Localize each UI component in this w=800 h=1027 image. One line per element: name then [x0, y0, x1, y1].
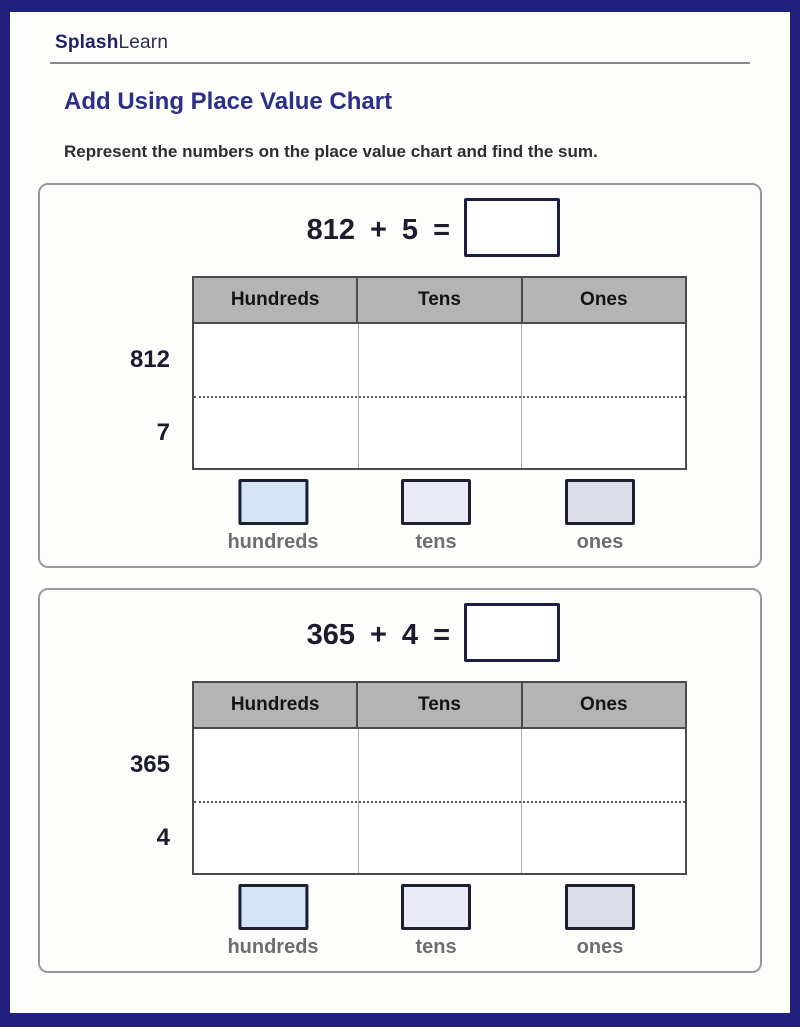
row-label-addend-a: 812	[129, 346, 170, 373]
legend-label-hundreds: hundreds	[227, 936, 319, 958]
ones-swatch	[565, 884, 635, 930]
answer-input-1[interactable]	[464, 198, 560, 257]
legend-item-ones	[565, 479, 635, 554]
equation-1-addend-b: 5	[401, 214, 419, 246]
table-body	[192, 729, 687, 875]
column-header-hundreds: Hundreds	[230, 289, 320, 310]
place-value-table-1	[192, 276, 687, 470]
equation-1-equals-sign: =	[433, 214, 450, 246]
legend-item-tens	[401, 884, 471, 959]
drawing-area-row-1[interactable]	[194, 324, 685, 396]
equation-2-plus-sign: +	[369, 619, 387, 651]
equation-2-addend-a: 365	[306, 619, 355, 651]
equation-2	[40, 618, 450, 652]
page-title: Add Using Place Value Chart	[64, 88, 393, 115]
row-label-addend-a: 365	[129, 751, 170, 778]
legend-item-hundreds	[227, 479, 318, 554]
hundreds-swatch	[238, 479, 308, 525]
table-header-row	[192, 276, 687, 324]
tens-swatch	[401, 479, 471, 525]
legend-label-tens: tens	[415, 936, 457, 958]
drawing-area-row-1[interactable]	[194, 729, 685, 801]
drawing-area-row-2[interactable]	[194, 396, 685, 468]
column-header-tens: Tens	[356, 278, 520, 322]
equation-2-equals-sign: =	[433, 619, 450, 651]
legend-item-hundreds	[227, 884, 318, 959]
column-header-tens: Tens	[356, 683, 520, 727]
equation-1-addend-a: 812	[306, 214, 355, 246]
logo-text-learn: Learn	[118, 32, 169, 53]
place-value-table-2	[192, 681, 687, 875]
column-header-ones: Ones	[521, 683, 685, 727]
equation-2-addend-b: 4	[401, 619, 419, 651]
logo-text-splash: Splash	[55, 32, 119, 53]
table-header-row	[192, 681, 687, 729]
row-label-addend-b: 4	[156, 824, 170, 851]
legend-label-hundreds: hundreds	[227, 531, 319, 553]
equation-1	[40, 213, 450, 247]
problem-card-1	[38, 183, 762, 568]
legend-label-tens: tens	[415, 531, 457, 553]
splashlearn-logo	[55, 32, 168, 54]
row-label-addend-b: 7	[156, 419, 170, 446]
instruction-text: Represent the numbers on the place value chart and find the sum.	[64, 142, 598, 161]
drawing-area-row-2[interactable]	[194, 801, 685, 873]
hundreds-swatch	[238, 884, 308, 930]
problem-card-2	[38, 588, 762, 973]
table-body	[192, 324, 687, 470]
answer-input-2[interactable]	[464, 603, 560, 662]
legend-item-tens	[401, 479, 471, 554]
column-header-ones: Ones	[521, 278, 685, 322]
equation-1-plus-sign: +	[369, 214, 387, 246]
legend-label-ones: ones	[576, 531, 624, 553]
ones-swatch	[565, 479, 635, 525]
legend-label-ones: ones	[576, 936, 624, 958]
legend-item-ones	[565, 884, 635, 959]
tens-swatch	[401, 884, 471, 930]
header-divider	[50, 62, 750, 64]
column-header-hundreds: Hundreds	[230, 694, 320, 715]
